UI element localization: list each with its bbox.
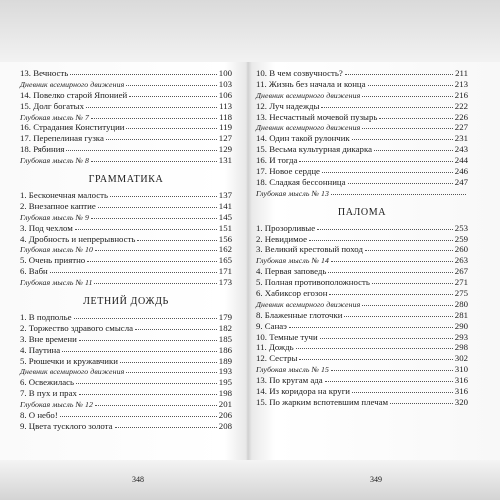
toc-entry-title: Глубокая мысль № 7 — [20, 112, 90, 122]
right-page-toc — [256, 68, 468, 408]
toc-entry-title: 1. В подполье — [20, 312, 72, 323]
toc-entry-title: 8. О небо! — [20, 410, 58, 421]
toc-entry-page: 195 — [218, 377, 232, 388]
dot-leader — [299, 154, 452, 162]
toc-entry-title: 2. Торжество здравого смысла — [20, 322, 133, 333]
section-heading: ГРАММАТИКА — [88, 174, 164, 186]
dot-leader — [75, 222, 217, 230]
toc-entry-page: 106 — [218, 89, 232, 100]
toc-entry — [20, 421, 232, 432]
dot-leader — [129, 89, 217, 97]
dot-leader — [135, 322, 217, 330]
toc-entry-title: 14. Из коридора на круги — [256, 386, 351, 397]
right-page-number: 349 — [370, 475, 382, 484]
dot-leader — [120, 355, 217, 363]
toc-entry-title: 9. Цвета тусклого золота — [20, 420, 113, 431]
toc-entry-title: 12. Сестры — [256, 353, 298, 364]
toc-entry-title: 18. Рябиния — [20, 144, 65, 155]
toc-entry-title: Дневник всемирного движения — [20, 79, 125, 89]
toc-entry-page: 179 — [218, 312, 232, 323]
dot-leader — [345, 67, 453, 75]
toc-entry — [256, 188, 468, 199]
dot-leader — [328, 265, 452, 273]
toc-entry-title: 3. Вне времени — [20, 333, 77, 344]
toc-entry-title: 17. Новое сердце — [256, 166, 320, 177]
page-bottom-shadow — [0, 460, 500, 500]
toc-entry-page: 247 — [454, 176, 468, 187]
toc-entry — [20, 155, 232, 166]
section-heading: ПАЛОМА — [337, 206, 387, 218]
dot-leader — [74, 311, 217, 319]
toc-entry-page: 320 — [454, 396, 468, 407]
toc-entry-title: 3. Великий крестовый поход — [256, 244, 363, 255]
toc-entry — [20, 277, 232, 288]
dot-leader — [289, 320, 453, 328]
toc-entry-title: 10. В чем созвучность? — [256, 68, 343, 78]
toc-entry-title: 10. Темные тучи — [256, 331, 318, 342]
toc-entry-page: 316 — [454, 386, 468, 397]
toc-entry-page: 206 — [218, 410, 232, 421]
toc-entry-page: 171 — [218, 266, 232, 277]
toc-entry-title: 5. Полная противоположность — [256, 277, 370, 288]
toc-entry-title: Дневник всемирного движения — [256, 299, 361, 309]
dot-leader — [95, 243, 217, 251]
dot-leader — [115, 420, 217, 428]
toc-entry-title: 4. Первая заповедь — [256, 266, 327, 277]
dot-leader — [94, 276, 216, 284]
toc-entry-page: 316 — [454, 375, 468, 386]
dot-leader — [374, 143, 453, 151]
dot-leader — [296, 341, 453, 349]
toc-entry-page: 113 — [219, 100, 232, 111]
toc-entry-title: 13. Вечность — [20, 68, 69, 78]
toc-entry-page: 211 — [455, 68, 468, 78]
toc-entry-title: Глубокая мысль № 14 — [256, 256, 330, 266]
toc-entry-page: 293 — [454, 331, 468, 342]
toc-entry-page: 208 — [218, 420, 232, 431]
toc-entry-page: 290 — [454, 320, 468, 331]
toc-entry-title: Глубокая мысль № 13 — [256, 188, 330, 198]
dot-leader — [309, 233, 453, 241]
toc-entry-title: 8. Блаженные глоточки — [256, 309, 343, 320]
toc-entry-title: 11. Жизнь без начала и конца — [256, 78, 366, 89]
dot-leader — [126, 78, 216, 86]
toc-entry-title: 18. Сладкая бессонница — [256, 176, 346, 187]
toc-entry-title: 12. Луч надежды — [256, 100, 320, 111]
toc-entry-title: Глубокая мысль № 15 — [256, 365, 330, 375]
dot-leader — [352, 385, 453, 393]
dot-leader — [379, 111, 452, 119]
toc-entry-page: 227 — [454, 122, 468, 133]
dot-leader — [91, 111, 217, 119]
toc-entry-title: 4. Паутина — [20, 344, 61, 355]
toc-entry-page: 189 — [218, 355, 232, 366]
page-top-shadow — [0, 0, 500, 62]
toc-entry-title: Глубокая мысль № 12 — [20, 400, 94, 410]
toc-entry-title: 2. Внезапное каптие — [20, 200, 96, 211]
toc-entry-page: 185 — [218, 333, 232, 344]
toc-entry-title: 11. Дождь — [256, 342, 294, 353]
dot-leader — [362, 89, 452, 97]
dot-leader — [321, 100, 452, 108]
toc-entry-page: 275 — [454, 288, 468, 299]
toc-entry-page: 253 — [454, 222, 468, 233]
dot-leader — [110, 189, 217, 197]
toc-entry-title: 16. Страдания Конституции — [20, 122, 125, 133]
toc-entry-page: 193 — [218, 366, 232, 377]
toc-entry-page: 145 — [218, 211, 232, 222]
toc-entry-title: Дневник всемирного движения — [20, 367, 125, 377]
toc-entry-page: 137 — [218, 190, 232, 201]
toc-entry-title: Глубокая мысль № 9 — [20, 212, 90, 222]
dot-leader — [62, 344, 217, 352]
toc-entry-page: 141 — [218, 200, 232, 211]
toc-entry-page: 182 — [218, 322, 232, 333]
dot-leader — [50, 265, 217, 273]
toc-entry-page: 222 — [454, 100, 468, 111]
toc-entry-page: 246 — [454, 166, 468, 177]
toc-entry-page: 186 — [218, 344, 232, 355]
toc-entry-title: 13. Несчастный мочевой пузырь — [256, 111, 378, 122]
toc-entry-title: Глубокая мысль № 10 — [20, 245, 94, 255]
dot-leader — [325, 374, 453, 382]
section-heading: ЛЕТНИЙ ДОЖДЬ — [83, 296, 169, 308]
toc-entry-title: 16. И тогда — [256, 155, 298, 166]
dot-leader — [106, 132, 217, 140]
toc-entry-title: 15. Долг богатых — [20, 100, 84, 111]
dot-leader — [372, 276, 453, 284]
left-page-number: 348 — [132, 475, 144, 484]
dot-leader — [98, 200, 217, 208]
dot-leader — [95, 398, 217, 406]
dot-leader — [91, 211, 217, 219]
dot-leader — [126, 121, 217, 129]
toc-entry-title: 5. Очень приятно — [20, 255, 86, 266]
dot-leader — [317, 222, 453, 230]
toc-entry-title: 6. Вабн — [20, 266, 48, 277]
dot-leader — [331, 187, 466, 195]
left-page-toc — [20, 68, 232, 432]
toc-entry-page: 260 — [454, 244, 468, 255]
toc-entry-title: 1. Бесконечная малость — [20, 190, 109, 201]
dot-leader — [299, 352, 452, 360]
toc-entry-page: 244 — [454, 155, 468, 166]
toc-entry-page: 281 — [454, 309, 468, 320]
dot-leader — [368, 78, 453, 86]
dot-leader — [91, 154, 217, 162]
toc-entry-title: 4. Дробность и непрерывность — [20, 233, 136, 244]
toc-entry-page: 259 — [454, 233, 468, 244]
toc-entry-page: 243 — [454, 144, 468, 155]
toc-entry-page: 310 — [454, 364, 468, 375]
dot-leader — [137, 233, 216, 241]
toc-entry-title: 17. Перепелиная гузка — [20, 133, 104, 144]
toc-entry-title: 6. Хабиксор егозон — [256, 288, 328, 299]
toc-entry-title: 5. Рюшечки и кружавчики — [20, 355, 118, 366]
dot-leader — [331, 254, 453, 262]
dot-leader — [348, 176, 453, 184]
toc-entry-title: 2. Невидимое — [256, 233, 308, 244]
dot-leader — [331, 363, 453, 371]
toc-entry-page: 226 — [454, 111, 468, 122]
dot-leader — [70, 67, 217, 75]
toc-entry-title: 13. По кругам ада — [256, 375, 323, 386]
dot-leader — [352, 132, 453, 140]
toc-entry-title: 6. Освежилась — [20, 377, 75, 388]
toc-entry-page: 267 — [454, 266, 468, 277]
dot-leader — [79, 333, 217, 341]
toc-entry-page: 298 — [454, 342, 468, 353]
toc-entry-page: 119 — [219, 122, 232, 133]
toc-entry-page: 280 — [454, 298, 468, 309]
toc-entry-title: 15. Весьма культурная дикарка — [256, 144, 372, 155]
dot-leader — [76, 376, 217, 384]
toc-entry-page: 263 — [454, 255, 468, 266]
dot-leader — [329, 287, 452, 295]
dot-leader — [60, 409, 217, 417]
toc-entry-page: 129 — [218, 144, 232, 155]
toc-entry-page: 131 — [218, 155, 232, 166]
toc-entry-title: 9. Санаэ — [256, 320, 287, 331]
toc-entry-page: 156 — [218, 233, 232, 244]
toc-entry-title: Дневник всемирного движения — [256, 90, 361, 100]
toc-entry-page: 173 — [218, 277, 232, 288]
toc-entry-page: 231 — [454, 133, 468, 144]
toc-entry-page: 151 — [218, 222, 232, 233]
toc-entry-page: 198 — [218, 388, 232, 399]
dot-leader — [126, 365, 216, 373]
toc-entry-page: 103 — [218, 78, 232, 89]
toc-entry-title: 7. В пух и прах — [20, 388, 77, 399]
toc-entry-title: 15. По жарким вспотевшим плечам — [256, 396, 389, 407]
toc-entry-title: 14. Один такой рулончик — [256, 133, 350, 144]
toc-entry-title: Глубокая мысль № 8 — [20, 156, 90, 166]
toc-entry-page: 118 — [219, 111, 232, 122]
toc-entry-page: 302 — [454, 353, 468, 364]
toc-entry-page: 127 — [218, 133, 232, 144]
toc-entry — [256, 397, 468, 408]
dot-leader — [365, 243, 453, 251]
toc-entry-page: 162 — [218, 244, 232, 255]
toc-entry-title: Глубокая мысль № 11 — [20, 278, 93, 288]
toc-entry-title: Дневник всемирного движения — [256, 123, 361, 133]
toc-entry-page: 100 — [218, 68, 232, 78]
dot-leader — [79, 387, 217, 395]
toc-entry-page: 213 — [454, 78, 468, 89]
toc-entry-title: 14. Повелко старой Японией — [20, 89, 128, 100]
dot-leader — [362, 121, 452, 129]
toc-entry-page: 201 — [218, 399, 232, 410]
dot-leader — [87, 254, 217, 262]
dot-leader — [86, 100, 217, 108]
dot-leader — [390, 396, 453, 404]
toc-entry-title: 1. Прозорливые — [256, 222, 316, 233]
dot-leader — [344, 309, 452, 317]
dot-leader — [322, 165, 453, 173]
toc-entry-page: 271 — [454, 277, 468, 288]
dot-leader — [362, 298, 452, 306]
toc-entry-title: 3. Под чехлом — [20, 222, 73, 233]
toc-entry-page: 216 — [454, 89, 468, 100]
dot-leader — [320, 331, 453, 339]
dot-leader — [66, 143, 216, 151]
toc-entry-page: 165 — [218, 255, 232, 266]
